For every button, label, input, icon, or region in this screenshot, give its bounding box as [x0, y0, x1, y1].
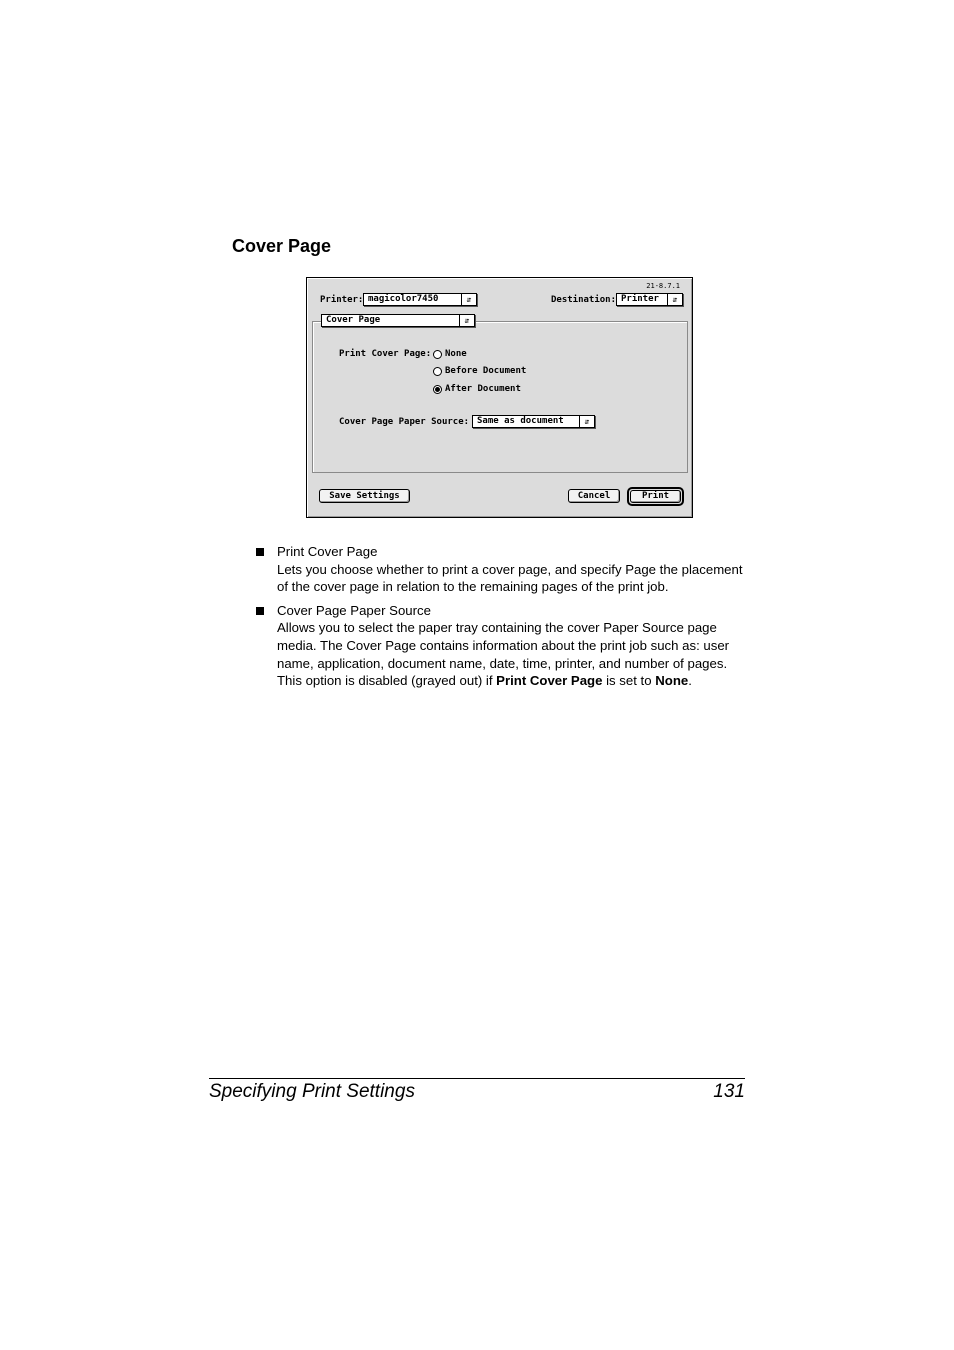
bullet-icon	[256, 548, 264, 556]
option-list	[256, 543, 746, 696]
radio-after-document[interactable]	[433, 385, 442, 394]
radio-none-label: None	[445, 349, 467, 359]
paper-source-value: Same as document	[477, 416, 564, 426]
desc-text: Allows you to select the paper tray containing the cover Paper Source page media. The Cover Page contains information about the print job such as: user name, application, document name, date, time, printer, and number of pages. This option is disabled (grayed out) if	[277, 620, 730, 689]
page-number: 131	[713, 1081, 745, 1102]
item-title: Print Cover Page	[277, 544, 378, 559]
updown-arrow-icon: ⇵	[667, 294, 682, 305]
list-item	[256, 543, 746, 596]
bullet-icon	[256, 607, 264, 615]
item-title: Cover Page Paper Source	[277, 602, 431, 618]
footer-rule	[209, 1078, 745, 1079]
version-label: 21-8.7.1	[646, 282, 680, 290]
print-cover-label: Print Cover Page:	[339, 349, 432, 359]
item-description	[277, 619, 746, 689]
footer-title: Specifying Print Settings	[209, 1081, 415, 1102]
cancel-button[interactable]: Cancel	[568, 489, 620, 503]
item-description: Lets you choose whether to print a cover page, and specify Page the placement of the cover page in relation to the remaining pages of the print job.	[277, 561, 743, 595]
paper-source-popup[interactable]	[472, 415, 595, 428]
radio-before-label: Before Document	[445, 366, 527, 376]
radio-none[interactable]	[433, 350, 442, 359]
destination-label: Destination:	[551, 295, 617, 305]
radio-before-document[interactable]	[433, 367, 442, 376]
settings-group	[312, 321, 688, 473]
desc-text: .	[688, 673, 692, 689]
section-heading: Cover Page	[232, 236, 332, 256]
print-button[interactable]: Print	[630, 490, 681, 503]
desc-bold-none: None	[655, 673, 689, 689]
printer-popup[interactable]	[363, 293, 477, 306]
printer-label: Printer:	[320, 295, 364, 305]
panel-value: Cover Page	[326, 315, 381, 325]
paper-source-label: Cover Page Paper Source:	[339, 417, 470, 427]
destination-value: Printer	[621, 294, 659, 304]
desc-text: is set to	[602, 673, 656, 689]
save-settings-button[interactable]: Save Settings	[319, 489, 410, 503]
list-item	[256, 602, 746, 690]
panel-popup[interactable]	[321, 314, 475, 327]
updown-arrow-icon: ⇵	[459, 315, 474, 326]
destination-popup[interactable]	[616, 293, 683, 306]
updown-arrow-icon: ⇵	[579, 416, 594, 427]
print-dialog	[306, 277, 693, 518]
printer-value: magicolor7450	[368, 294, 439, 304]
radio-after-label: After Document	[445, 384, 521, 394]
updown-arrow-icon: ⇵	[461, 294, 476, 305]
desc-bold-print-cover-page: Print Cover Page	[496, 673, 603, 689]
